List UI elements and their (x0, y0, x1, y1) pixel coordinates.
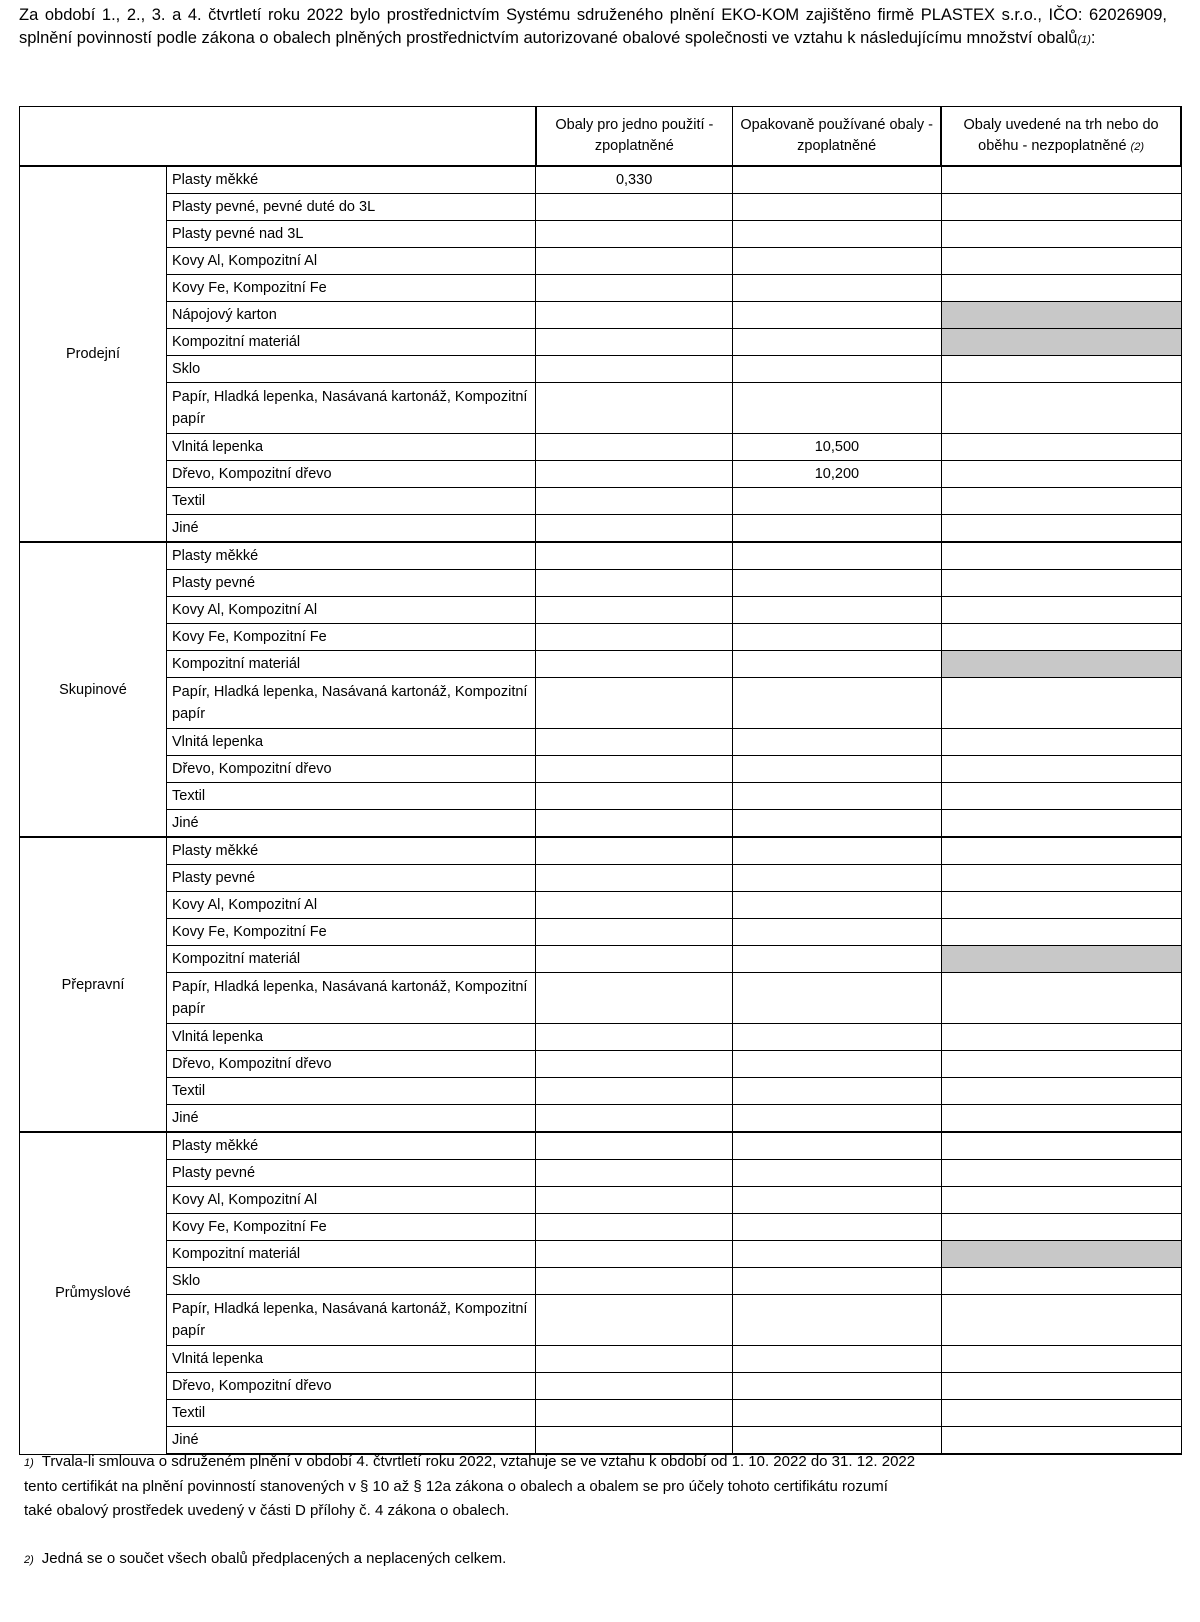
single-use-value (536, 678, 733, 729)
header-unpaid (941, 107, 1181, 167)
reusable-value (733, 1132, 942, 1160)
table-row (20, 166, 1182, 194)
reusable-value (733, 1214, 942, 1241)
reusable-value (733, 597, 942, 624)
material-label: Textil (167, 488, 536, 515)
table-row (20, 1373, 1182, 1400)
material-label: Vlnitá lepenka (167, 729, 536, 756)
unpaid-value (941, 1187, 1181, 1214)
reusable-value: 10,500 (733, 434, 942, 461)
material-label: Plasty pevné nad 3L (167, 221, 536, 248)
table-row (20, 1078, 1182, 1105)
reusable-value (733, 783, 942, 810)
unpaid-value (941, 1160, 1181, 1187)
material-label: Vlnitá lepenka (167, 1024, 536, 1051)
unpaid-value (941, 729, 1181, 756)
footnote-line (24, 1499, 1144, 1523)
reusable-value (733, 865, 942, 892)
reusable-value (733, 756, 942, 783)
reusable-value (733, 1187, 942, 1214)
single-use-value (536, 892, 733, 919)
reusable-value (733, 1400, 942, 1427)
material-label: Kompozitní materiál (167, 329, 536, 356)
footnote-text: Jedná se o součet všech obalů předplacených a neplacených celkem. (41, 1550, 507, 1567)
material-label: Kovy Fe, Kompozitní Fe (167, 1214, 536, 1241)
footnote-line (24, 1450, 1144, 1475)
material-label: Vlnitá lepenka (167, 1346, 536, 1373)
single-use-value (536, 1295, 733, 1346)
table-row (20, 194, 1182, 221)
material-label: Plasty pevné (167, 865, 536, 892)
single-use-value (536, 624, 733, 651)
footnote-text: také obalový prostředek uvedený v části D přílohy č. 4 zákona o obalech. (24, 1502, 510, 1519)
material-label: Textil (167, 783, 536, 810)
unpaid-value (941, 1241, 1181, 1268)
table-row (20, 542, 1182, 570)
material-label: Jiné (167, 1427, 536, 1455)
material-label: Dřevo, Kompozitní dřevo (167, 756, 536, 783)
reusable-value (733, 1346, 942, 1373)
table-row (20, 275, 1182, 302)
table-header-row (20, 107, 1182, 167)
single-use-value (536, 1078, 733, 1105)
table-row (20, 1241, 1182, 1268)
reusable-value (733, 1024, 942, 1051)
unpaid-value (941, 1132, 1181, 1160)
single-use-value (536, 865, 733, 892)
unpaid-value (941, 1051, 1181, 1078)
table-row (20, 1024, 1182, 1051)
single-use-value (536, 194, 733, 221)
table-row (20, 624, 1182, 651)
material-label: Dřevo, Kompozitní dřevo (167, 461, 536, 488)
table-row (20, 302, 1182, 329)
single-use-value (536, 946, 733, 973)
table-row (20, 1160, 1182, 1187)
material-label: Plasty pevné (167, 570, 536, 597)
single-use-value (536, 488, 733, 515)
table-row (20, 1295, 1182, 1346)
table-row (20, 919, 1182, 946)
reusable-value (733, 837, 942, 865)
material-label: Kovy Fe, Kompozitní Fe (167, 624, 536, 651)
single-use-value (536, 597, 733, 624)
single-use-value (536, 302, 733, 329)
reusable-value (733, 1295, 942, 1346)
single-use-value (536, 434, 733, 461)
unpaid-value (941, 542, 1181, 570)
material-label: Jiné (167, 810, 536, 838)
footnote-text: tento certifikát na plnění povinností stanovených v § 10 až § 12a zákona o obalech a obalem se pro účely tohoto certifikátu rozumí (24, 1478, 888, 1495)
material-label: Papír, Hladká lepenka, Nasávaná kartonáž, Kompozitní papír (167, 973, 536, 1024)
single-use-value (536, 275, 733, 302)
header-reusable (733, 107, 942, 167)
unpaid-value (941, 892, 1181, 919)
packaging-table (19, 106, 1182, 1455)
material-label: Textil (167, 1078, 536, 1105)
table-row (20, 756, 1182, 783)
category-cell: Přepravní (20, 837, 167, 1132)
single-use-value (536, 1051, 733, 1078)
material-label: Kompozitní materiál (167, 1241, 536, 1268)
single-use-value (536, 1268, 733, 1295)
table-row (20, 597, 1182, 624)
single-use-value (536, 329, 733, 356)
single-use-value (536, 651, 733, 678)
unpaid-value (941, 865, 1181, 892)
material-label: Jiné (167, 515, 536, 543)
table-row (20, 383, 1182, 434)
reusable-value (733, 1268, 942, 1295)
material-label: Kovy Al, Kompozitní Al (167, 248, 536, 275)
unpaid-value (941, 1214, 1181, 1241)
table-row (20, 329, 1182, 356)
unpaid-value (941, 810, 1181, 838)
intro-text: Za období 1., 2., 3. a 4. čtvrtletí roku 2022 bylo prostřednictvím Systému sdruženého plnění EKO-KOM zajištěno firmě PLASTEX s.r.o., IČO: 62026909, splnění povinností podle zákona o obalech plněných prostřednictvím autorizované obalové společnosti ve vztahu k následujícímu množství obalů (19, 6, 1167, 47)
material-label: Nápojový karton (167, 302, 536, 329)
intro-suffix: : (1090, 29, 1096, 47)
material-label: Plasty měkké (167, 837, 536, 865)
table-row (20, 892, 1182, 919)
table-row (20, 1346, 1182, 1373)
unpaid-value (941, 329, 1181, 356)
single-use-value (536, 1132, 733, 1160)
table-row (20, 865, 1182, 892)
header-single-use-label: Obaly pro jedno použití - zpoplatněné (555, 117, 714, 154)
unpaid-value (941, 1400, 1181, 1427)
single-use-value (536, 1373, 733, 1400)
footnote-line (24, 1475, 1144, 1499)
reusable-value (733, 570, 942, 597)
single-use-value (536, 570, 733, 597)
single-use-value (536, 837, 733, 865)
unpaid-value (941, 221, 1181, 248)
reusable-value (733, 919, 942, 946)
material-label: Kompozitní materiál (167, 651, 536, 678)
unpaid-value (941, 973, 1181, 1024)
footnote-mark: 1) (24, 1457, 34, 1469)
unpaid-value (941, 248, 1181, 275)
unpaid-value (941, 356, 1181, 383)
material-label: Papír, Hladká lepenka, Nasávaná kartonáž, Kompozitní papír (167, 383, 536, 434)
reusable-value (733, 194, 942, 221)
unpaid-value (941, 597, 1181, 624)
unpaid-value (941, 783, 1181, 810)
single-use-value (536, 221, 733, 248)
reusable-value (733, 892, 942, 919)
single-use-value (536, 919, 733, 946)
reusable-value (733, 1160, 942, 1187)
table-row (20, 1051, 1182, 1078)
table-row (20, 515, 1182, 543)
unpaid-value (941, 919, 1181, 946)
reusable-value (733, 248, 942, 275)
reusable-value (733, 515, 942, 543)
unpaid-value (941, 275, 1181, 302)
unpaid-value (941, 651, 1181, 678)
single-use-value (536, 1187, 733, 1214)
unpaid-value (941, 461, 1181, 488)
reusable-value (733, 1051, 942, 1078)
header-single-use (536, 107, 733, 167)
material-label: Kovy Fe, Kompozitní Fe (167, 275, 536, 302)
reusable-value: 10,200 (733, 461, 942, 488)
reusable-value (733, 1373, 942, 1400)
table-row (20, 1105, 1182, 1133)
table-row (20, 973, 1182, 1024)
reusable-value (733, 1241, 942, 1268)
reusable-value (733, 221, 942, 248)
material-label: Kovy Fe, Kompozitní Fe (167, 919, 536, 946)
material-label: Dřevo, Kompozitní dřevo (167, 1051, 536, 1078)
single-use-value (536, 1400, 733, 1427)
material-label: Textil (167, 1400, 536, 1427)
header-unpaid-ref: (2) (1130, 140, 1144, 153)
intro-footnote-ref: (1) (1077, 34, 1091, 46)
single-use-value (536, 542, 733, 570)
reusable-value (733, 973, 942, 1024)
single-use-value (536, 729, 733, 756)
intro-paragraph (19, 4, 1167, 52)
reusable-value (733, 275, 942, 302)
unpaid-value (941, 166, 1181, 194)
table-row (20, 810, 1182, 838)
single-use-value (536, 461, 733, 488)
table-row (20, 1268, 1182, 1295)
footnote-1 (24, 1450, 1144, 1523)
single-use-value (536, 356, 733, 383)
table-row (20, 248, 1182, 275)
unpaid-value (941, 302, 1181, 329)
single-use-value (536, 783, 733, 810)
reusable-value (733, 1105, 942, 1133)
unpaid-value (941, 570, 1181, 597)
unpaid-value (941, 515, 1181, 543)
material-label: Kovy Al, Kompozitní Al (167, 892, 536, 919)
table-row (20, 570, 1182, 597)
single-use-value (536, 1241, 733, 1268)
footnote-2 (24, 1547, 1144, 1572)
unpaid-value (941, 1268, 1181, 1295)
table-row (20, 356, 1182, 383)
unpaid-value (941, 1373, 1181, 1400)
single-use-value (536, 810, 733, 838)
table-row (20, 651, 1182, 678)
reusable-value (733, 729, 942, 756)
unpaid-value (941, 383, 1181, 434)
unpaid-value (941, 1024, 1181, 1051)
unpaid-value (941, 946, 1181, 973)
table-row (20, 221, 1182, 248)
material-label: Sklo (167, 356, 536, 383)
header-reusable-label: Opakovaně používané obaly - zpoplatněné (740, 117, 933, 154)
table-row (20, 1400, 1182, 1427)
table-row (20, 946, 1182, 973)
material-label: Dřevo, Kompozitní dřevo (167, 1373, 536, 1400)
material-label: Plasty pevné (167, 1160, 536, 1187)
material-label: Vlnitá lepenka (167, 434, 536, 461)
unpaid-value (941, 1295, 1181, 1346)
footnote-mark: 2) (24, 1554, 34, 1566)
category-cell: Skupinové (20, 542, 167, 837)
category-cell: Prodejní (20, 166, 167, 542)
reusable-value (733, 810, 942, 838)
material-label: Plasty měkké (167, 1132, 536, 1160)
unpaid-value (941, 624, 1181, 651)
single-use-value (536, 383, 733, 434)
table-row (20, 488, 1182, 515)
unpaid-value (941, 194, 1181, 221)
unpaid-value (941, 837, 1181, 865)
unpaid-value (941, 678, 1181, 729)
reusable-value (733, 488, 942, 515)
reusable-value (733, 678, 942, 729)
material-label: Sklo (167, 1268, 536, 1295)
unpaid-value (941, 1346, 1181, 1373)
reusable-value (733, 329, 942, 356)
footnote-line (24, 1547, 1144, 1572)
material-label: Plasty měkké (167, 542, 536, 570)
table-row (20, 837, 1182, 865)
material-label: Jiné (167, 1105, 536, 1133)
single-use-value (536, 756, 733, 783)
single-use-value (536, 1024, 733, 1051)
footnotes (24, 1450, 1144, 1572)
reusable-value (733, 356, 942, 383)
header-empty-cell (20, 107, 536, 167)
material-label: Plasty měkké (167, 166, 536, 194)
table-row (20, 783, 1182, 810)
unpaid-value (941, 756, 1181, 783)
reusable-value (733, 946, 942, 973)
material-label: Papír, Hladká lepenka, Nasávaná kartonáž, Kompozitní papír (167, 1295, 536, 1346)
single-use-value: 0,330 (536, 166, 733, 194)
reusable-value (733, 302, 942, 329)
table-row (20, 678, 1182, 729)
table-row (20, 461, 1182, 488)
material-label: Plasty pevné, pevné duté do 3L (167, 194, 536, 221)
unpaid-value (941, 434, 1181, 461)
header-unpaid-label: Obaly uvedené na trh nebo do oběhu - nezpoplatněné (963, 116, 1159, 154)
material-label: Kompozitní materiál (167, 946, 536, 973)
material-label: Papír, Hladká lepenka, Nasávaná kartonáž, Kompozitní papír (167, 678, 536, 729)
unpaid-value (941, 488, 1181, 515)
single-use-value (536, 1105, 733, 1133)
unpaid-value (941, 1105, 1181, 1133)
category-cell: Průmyslové (20, 1132, 167, 1454)
single-use-value (536, 1160, 733, 1187)
table-row (20, 1214, 1182, 1241)
single-use-value (536, 248, 733, 275)
table-row (20, 729, 1182, 756)
material-label: Kovy Al, Kompozitní Al (167, 597, 536, 624)
material-label: Kovy Al, Kompozitní Al (167, 1187, 536, 1214)
single-use-value (536, 515, 733, 543)
reusable-value (733, 383, 942, 434)
reusable-value (733, 624, 942, 651)
table-row (20, 1132, 1182, 1160)
reusable-value (733, 1078, 942, 1105)
unpaid-value (941, 1078, 1181, 1105)
table-row (20, 1187, 1182, 1214)
footnote-text: Trvala-li smlouva o sdruženém plnění v období 4. čtvrtletí roku 2022, vztahuje se ve vztahu k období od 1. 10. 2022 do 31. 12. 2022 (41, 1453, 916, 1470)
single-use-value (536, 1214, 733, 1241)
table-row (20, 434, 1182, 461)
single-use-value (536, 1346, 733, 1373)
reusable-value (733, 651, 942, 678)
reusable-value (733, 166, 942, 194)
single-use-value (536, 973, 733, 1024)
reusable-value (733, 542, 942, 570)
